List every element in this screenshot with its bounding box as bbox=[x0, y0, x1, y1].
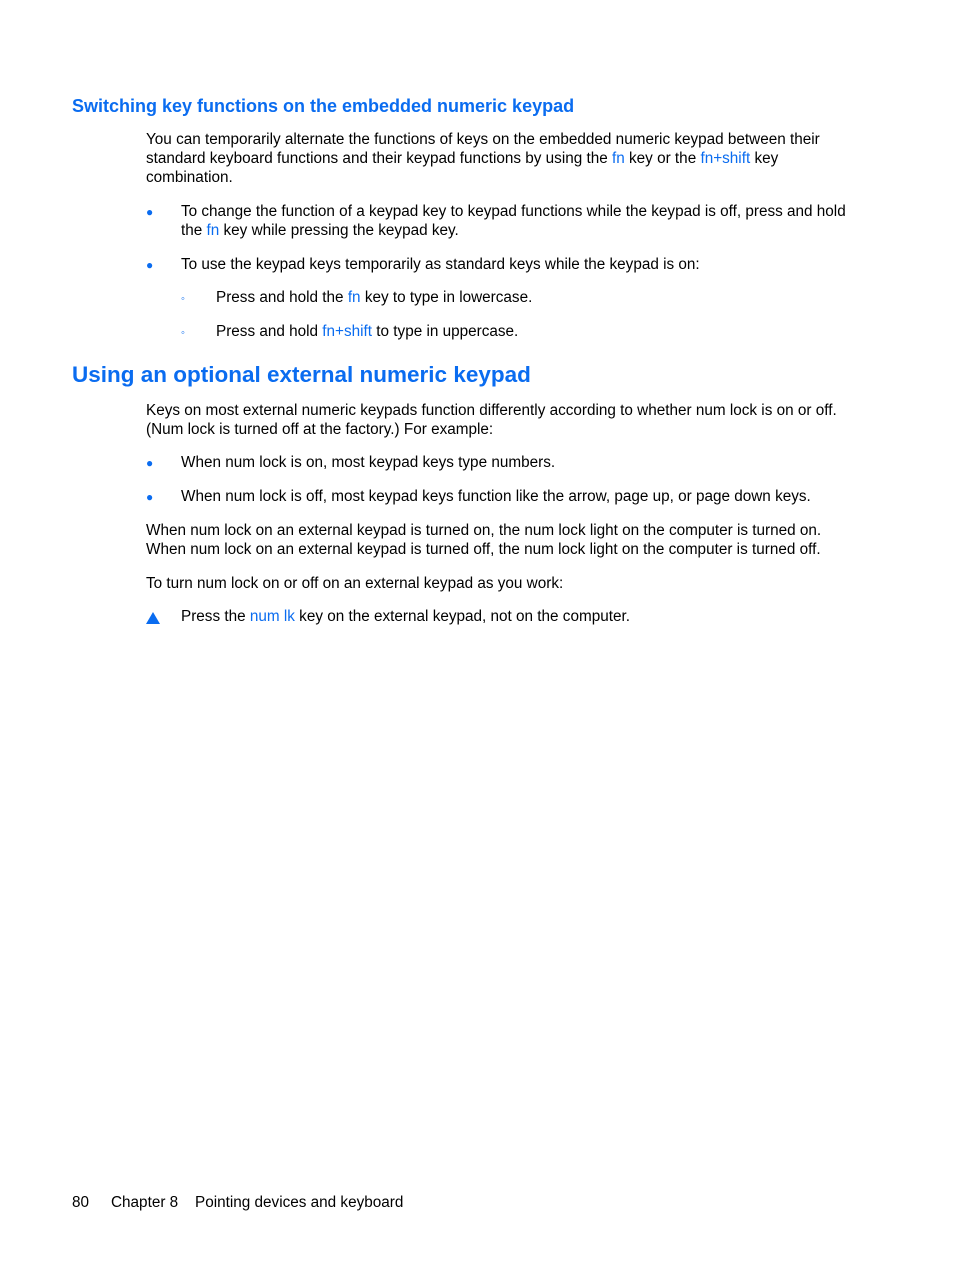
intro-line-1: You can temporarily alternate the functions of keys on the embedded numeric keypad between their bbox=[146, 131, 820, 148]
num-lk-key-label: num lk bbox=[249, 608, 295, 625]
bullet-icon: ● bbox=[146, 490, 154, 504]
text-run: to type in uppercase. bbox=[372, 323, 519, 340]
text-run: key while pressing the keypad key. bbox=[219, 222, 459, 239]
bullet-line-1: To change the function of a keypad key to keypad functions while the keypad is off, press and hold bbox=[181, 203, 846, 220]
bullet-item-use-keypad-keys: To use the keypad keys temporarily as standard keys while the keypad is on: bbox=[181, 256, 700, 273]
sub-item-lowercase bbox=[216, 288, 886, 307]
step-triangle-icon bbox=[146, 612, 160, 624]
intro-line-2 bbox=[146, 149, 886, 168]
fn-shift-key-label: fn+shift bbox=[700, 150, 751, 167]
fn-key-label: fn bbox=[612, 150, 625, 167]
page-number: 80 bbox=[72, 1194, 90, 1211]
sub-bullet-icon: ◦ bbox=[181, 293, 185, 305]
text-run: key or the bbox=[624, 150, 701, 167]
text-run: the bbox=[181, 222, 207, 239]
fn-shift-key-label: fn+shift bbox=[322, 323, 373, 340]
text-run: Press the bbox=[181, 608, 250, 625]
bullet-icon: ● bbox=[146, 258, 154, 272]
section-heading-external-keypad: Using an optional external numeric keypad bbox=[72, 362, 531, 387]
text-run: key to type in lowercase. bbox=[360, 289, 533, 306]
intro-line-3: combination. bbox=[146, 169, 233, 186]
bullet-item-num-lock-off: When num lock is off, most keypad keys function like the arrow, page up, or page down keys. bbox=[181, 488, 811, 505]
text-run: Press and hold bbox=[216, 323, 323, 340]
num-lock-light-paragraph bbox=[146, 521, 886, 559]
sub-item-uppercase bbox=[216, 322, 886, 341]
intro-line-1: Keys on most external numeric keypads function differently according to whether num lock is on or off. bbox=[146, 402, 837, 419]
fn-key-label: fn bbox=[347, 289, 361, 306]
text-run: key bbox=[750, 150, 779, 167]
turn-num-lock-paragraph: To turn num lock on or off on an external keypad as you work: bbox=[146, 575, 564, 592]
bullet-icon: ● bbox=[146, 456, 154, 470]
paragraph-line-2: When num lock on an external keypad is turned off, the num lock light on the computer is turned off. bbox=[146, 541, 821, 558]
bullet-item-change-function bbox=[181, 202, 886, 240]
intro-line-2: (Num lock is turned off at the factory.) For example: bbox=[146, 421, 494, 438]
step-press-num-lk bbox=[181, 607, 886, 626]
text-run: Press and hold the bbox=[216, 289, 348, 306]
bullet-line-2 bbox=[181, 221, 886, 240]
fn-key-label: fn bbox=[206, 222, 220, 239]
footer-chapter-title: Pointing devices and keyboard bbox=[195, 1194, 404, 1211]
bullet-icon: ● bbox=[146, 205, 154, 219]
section-heading-switching-key-functions: Switching key functions on the embedded numeric keypad bbox=[72, 96, 575, 116]
bullet-item-num-lock-on: When num lock is on, most keypad keys type numbers. bbox=[181, 454, 556, 471]
sub-bullet-icon: ◦ bbox=[181, 327, 185, 339]
text-run: standard keyboard functions and their keypad functions by using the bbox=[146, 150, 613, 167]
paragraph-line-1: When num lock on an external keypad is turned on, the num lock light on the computer is turned on. bbox=[146, 522, 822, 539]
section2-intro-paragraph bbox=[146, 401, 886, 439]
text-run: key on the external keypad, not on the computer. bbox=[294, 608, 630, 625]
section1-intro-paragraph bbox=[146, 130, 886, 187]
footer-chapter: Chapter 8 bbox=[111, 1194, 179, 1211]
